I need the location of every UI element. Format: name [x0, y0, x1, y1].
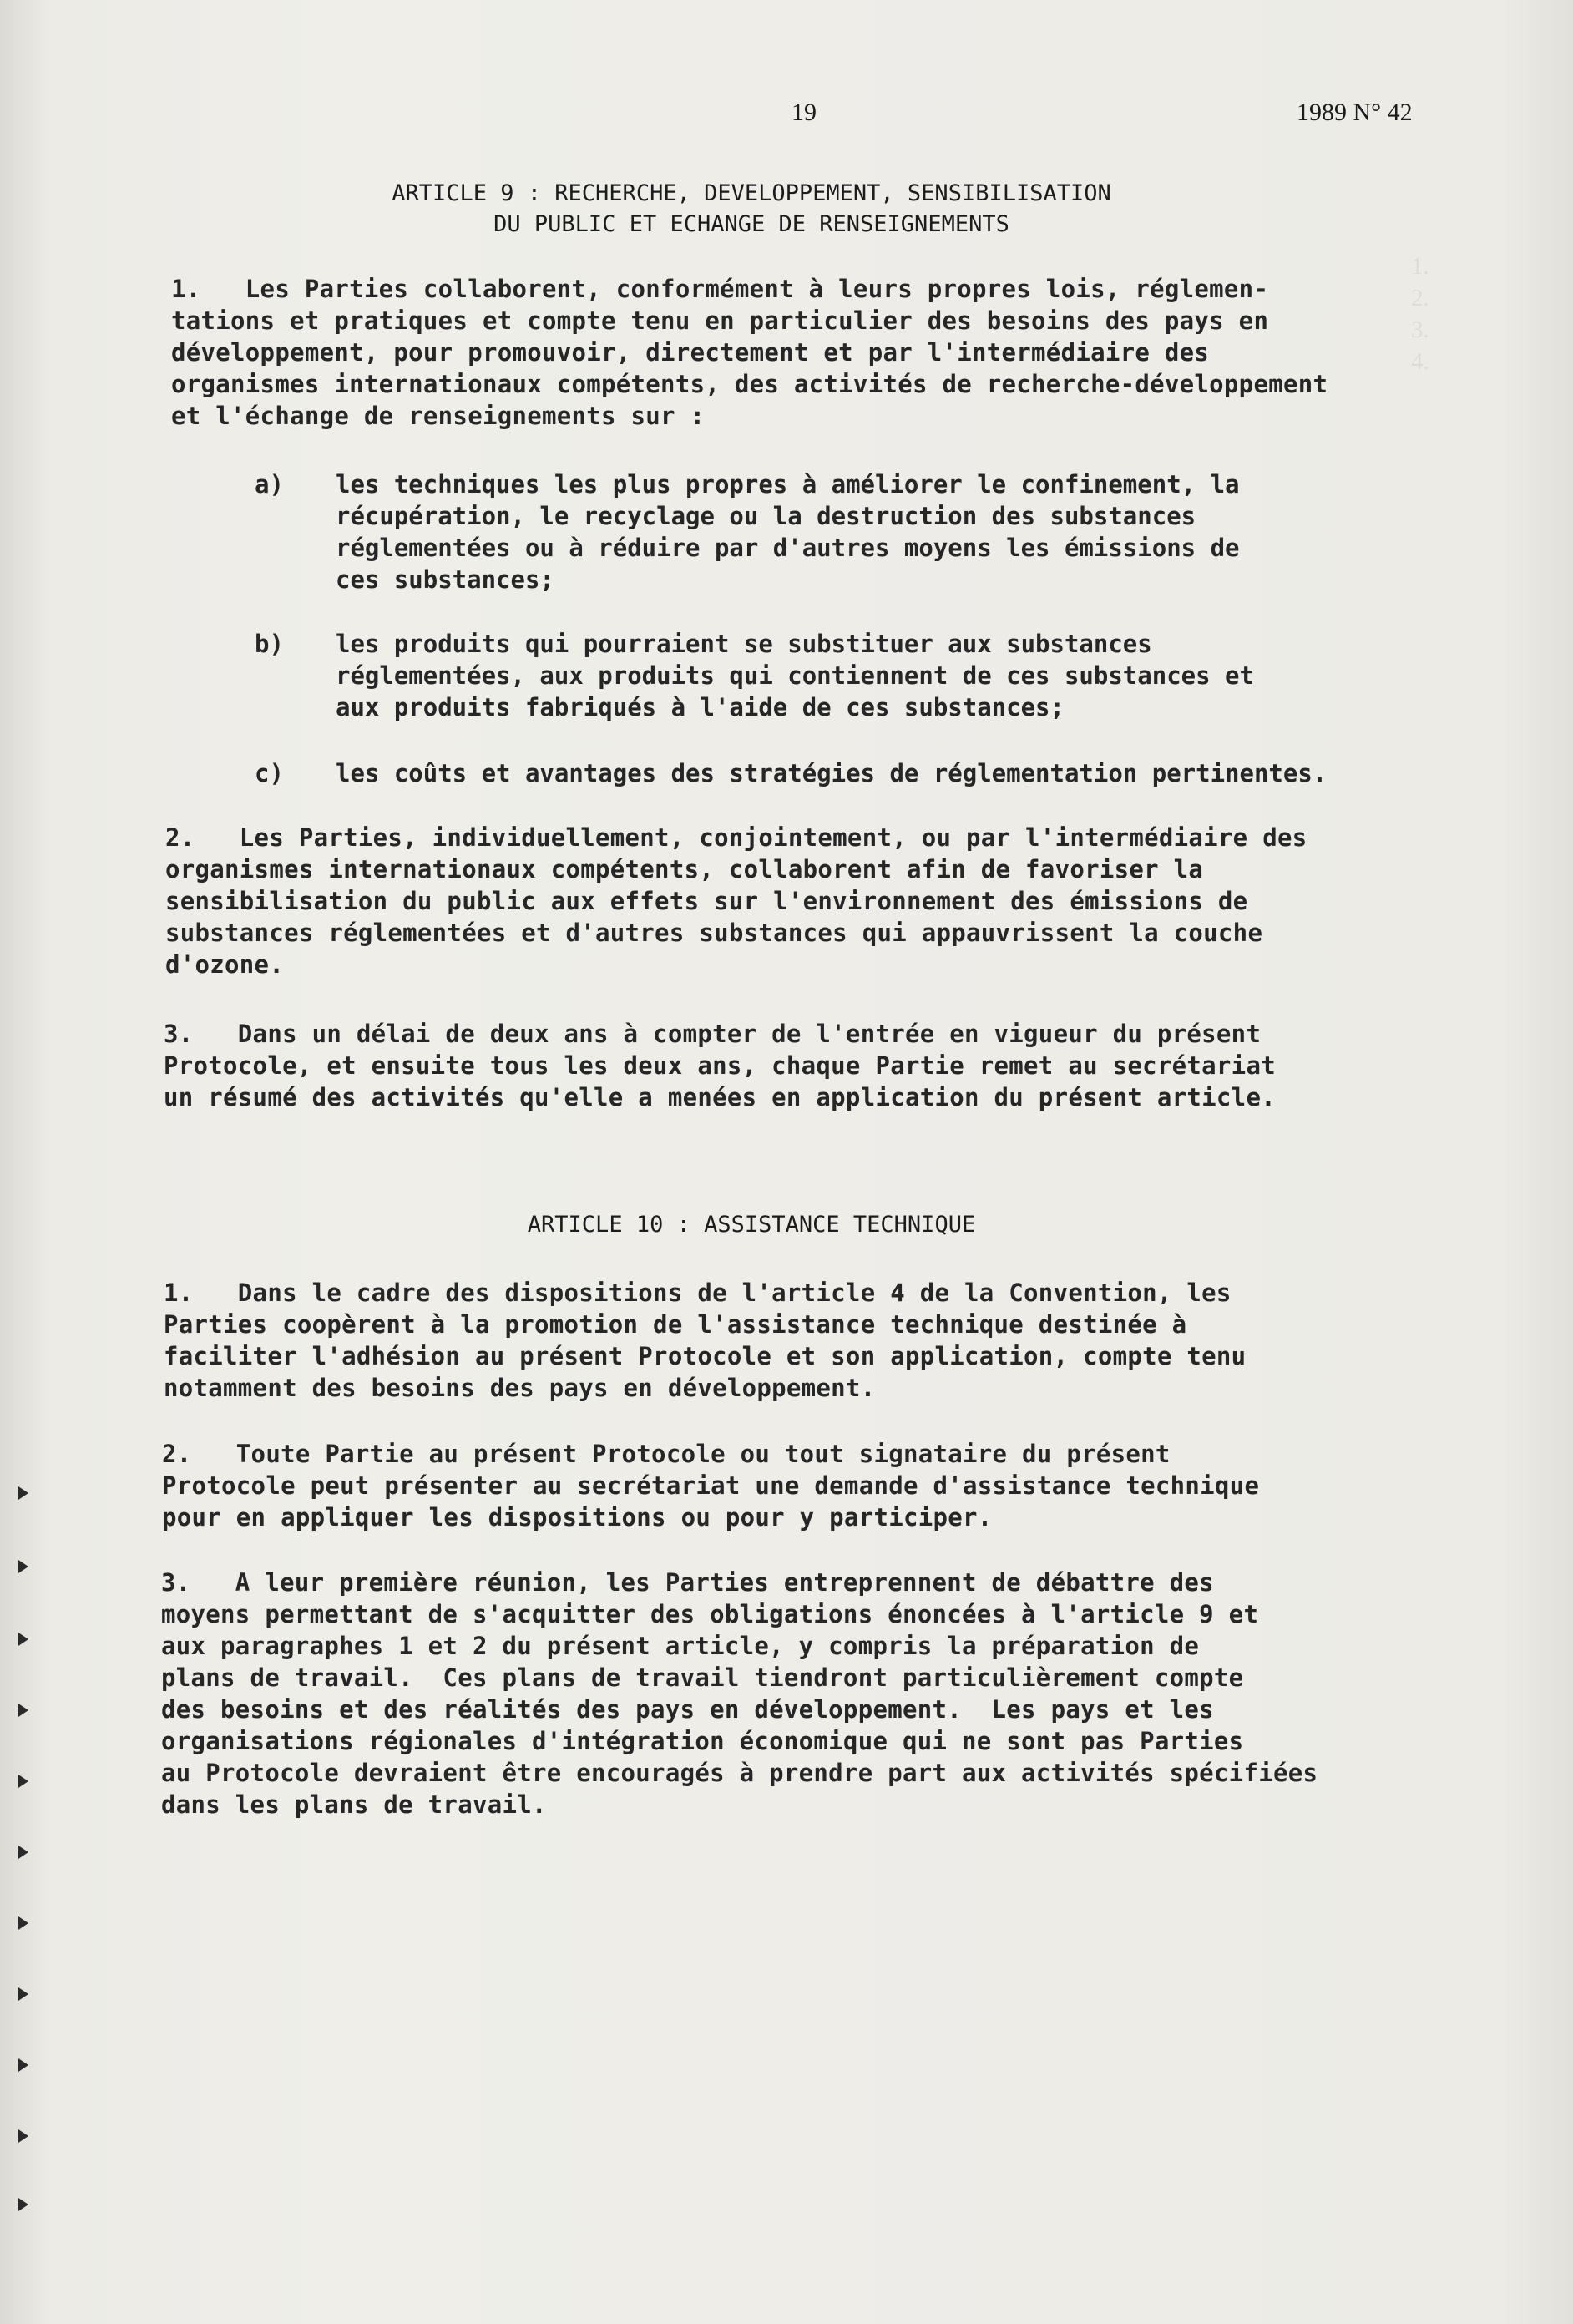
binding-hole-mark: [18, 2058, 28, 2072]
page-header: [0, 99, 1573, 132]
item-label: a): [255, 470, 284, 499]
item-label: b): [255, 630, 284, 658]
article-9-paragraph-1: 1. Les Parties collaborent, conformément à leurs propres lois, réglemen- tations et pratiques et compte tenu en particulier des besoins des pays en développement, pour promouvoir, directement et par l'intermédiaire des organismes internationaux compétents, des activités de recherche-développement et l'échange de renseignements sur :: [171, 275, 1328, 430]
binding-hole-mark: [18, 2129, 28, 2143]
article-10-paragraph-1: 1. Dans le cadre des dispositions de l'article 4 de la Convention, les Parties coopèrent à la promotion de l'assistance technique destinée à faciliter l'adhésion au présent Protocole et son application, compte tenu notamment des besoins des pays en développement.: [164, 1278, 1247, 1402]
list-item-text: les produits qui pourraient se substituer aux substances réglementées, aux produits qui contiennent de ces substances et aux produits fabriqués à l'aide de ces substances;: [336, 630, 1254, 722]
document-reference: 1989 N° 42: [1297, 99, 1413, 126]
binding-hole-mark: [18, 1560, 28, 1573]
binding-hole-mark: [18, 1987, 28, 2001]
list-item-text: les coûts et avantages des stratégies de réglementation pertinentes.: [336, 759, 1328, 787]
binding-hole-mark: [18, 1633, 28, 1646]
binding-hole-mark: [18, 1486, 28, 1500]
binding-hole-mark: [18, 1846, 28, 1859]
article-9-title: ARTICLE 9 : RECHERCHE, DEVELOPPEMENT, SENSIBILISATION DU PUBLIC ET ECHANGE DE RENSEIGNEMENTS: [392, 180, 1111, 237]
article-10-title: ARTICLE 10 : ASSISTANCE TECHNIQUE: [527, 1212, 976, 1238]
article-10-paragraph-2: 2. Toute Partie au présent Protocole ou tout signataire du présent Protocole peut présenter au secrétariat une demande d'assistance technique pour en appliquer les dispositions ou pour y participer.: [162, 1440, 1260, 1532]
item-label: c): [255, 759, 284, 787]
binding-hole-mark: [18, 1775, 28, 1788]
binding-hole-mark: [18, 1704, 28, 1717]
article-10-paragraph-3: 3. A leur première réunion, les Parties entreprennent de débattre des moyens permettant de s'acquitter des obligations énoncées à l'article 9 et aux paragraphes 1 et 2 du présent article, y compris la préparation de plans de travail. Ces plans de travail tiendront particulièrement compte des besoins et des réalités des pays en développement. Les pays et les organisations régionales d'intégration économique qui ne sont pas Parties au Protocole devraient être encouragés à prendre part aux activités spécifiées dans les plans de travail.: [161, 1568, 1318, 1819]
article-9-paragraph-2: 2. Les Parties, individuellement, conjointement, ou par l'intermédiaire des organismes internationaux compétents, collaborent afin de favoriser la sensibilisation du public aux effets sur l'environnement des émissions de substances réglementées et d'autres substances qui appauvrissent la couche d'ozone.: [165, 823, 1307, 979]
list-item-text: les techniques les plus propres à améliorer le confinement, la récupération, le recyclage ou la destruction des substances réglementées ou à réduire par d'autres moyens les émissions de ces substances;: [336, 470, 1240, 594]
page-number: 19: [792, 99, 817, 126]
binding-hole-mark: [18, 2198, 28, 2211]
binding-hole-mark: [18, 1916, 28, 1930]
bleed-through-text: 1. 2. 3. 4.: [1411, 253, 1429, 375]
article-9-paragraph-3: 3. Dans un délai de deux ans à compter de l'entrée en vigueur du présent Protocole, et ensuite tous les deux ans, chaque Partie remet au secrétariat un résumé des activités qu'elle a menées en application du présent article.: [164, 1020, 1276, 1111]
